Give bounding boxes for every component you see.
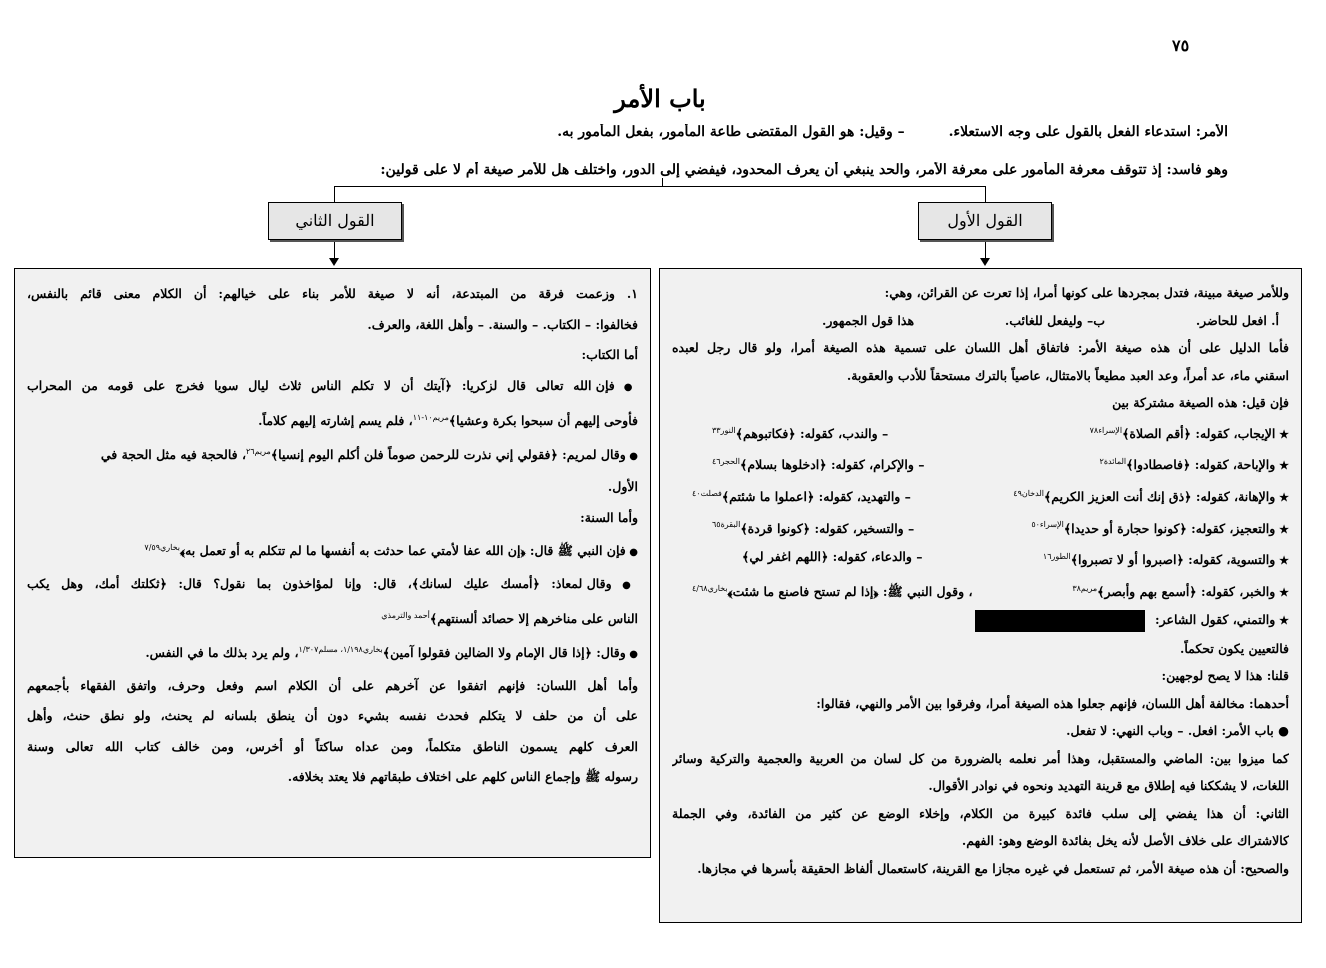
connector-horizontal	[334, 186, 986, 187]
chapters-line: ● باب الأمر: افعل. – وباب النهي: لا تفعل.	[1066, 723, 1289, 739]
sunnah-line-1: ● فإن النبي ﷺ قال: ﴿إن الله عفا لأمتي عما حدثت به أنفسها ما لم تتكلم به أو تعمل به﴾$^{بخاري٧/٥٩}$	[27, 533, 638, 569]
evidence-line-2: اسقني ماء، عد أمراً، وعد العبد مطيعاً بالامتثال، عاصياً بالترك مستحقاً للأدب والعقوبة.	[846, 367, 1289, 383]
intro-critique-line: وهو فاسد: إذ تتوقف معرفة المأمور على معرفة الأمر، والحد ينبغي أن يعرف المحدود، فيفضي إلى الدور، واختلف هل للأمر صيغة أم لا على قولين:	[380, 162, 1228, 178]
meaning-right: ★ والتعجيز، كقوله: ﴿كونوا حجارة أو حديدا﴾الإسراء٥٠	[1031, 511, 1289, 543]
definition-text: الأمر: استدعاء الفعل بالقول على وجه الاستعلاء.	[948, 124, 1228, 140]
sunnah-line-2: ● وقال لمعاذ: ﴿أمسك عليك لسانك﴾، قال: وإنا لمؤاخذون بما نقول؟ قال: ﴿ثكلتك أمك، وهل يكب	[27, 569, 638, 602]
second-opinion-panel	[14, 268, 651, 858]
sunnah-line-3: الناس على مناخرهم إلا حصائد ألسنتهم﴾$^{أحمد والترمذي}$	[381, 611, 638, 627]
meaning-row	[672, 575, 1289, 607]
meaning-left: – والتهديد، كقوله: ﴿اعملوا ما شئتم﴾فصلت٤٠	[692, 488, 911, 504]
meaning-right: ★ والإهانة، كقوله: ﴿ذق إنك أنت العزيز الكريم﴾الدخان٤٩	[1013, 480, 1289, 512]
meaning-right: ★ والتسوية، كقوله: ﴿اصبروا أو لا تصبروا﴾الطور١٦	[1043, 543, 1289, 575]
specification-line: فالتعيين يكون تحكماً.	[1179, 640, 1289, 656]
chapter-title: باب الأمر	[614, 84, 706, 113]
alt-definition-text: – وقيل: هو القول المقتضى طاعة المأمور، بفعل المأمور به.	[557, 124, 905, 140]
meaning-row	[672, 511, 1289, 543]
meaning-left: – والتسخير، كقوله: ﴿كونوا قردة﴾البقرة٦٥	[712, 520, 915, 536]
connector-left-drop	[334, 186, 335, 202]
connector-right-drop	[985, 186, 986, 202]
redacted-block	[975, 610, 1145, 632]
language-line-3: العرف كلهم يسمون الناطق متكلماً، ومن عداه ساكتاً أو أخرس، ومن خالف كتاب الله تعالى وسنة	[27, 738, 638, 754]
connector-vertical-top	[662, 178, 663, 186]
meaning-left: – والندب، كقوله: ﴿فكاتبوهم﴾النور٣٣	[712, 425, 889, 441]
first-opinion-panel	[659, 268, 1302, 923]
correct-line: والصحيح: أن هذه صيغة الأمر، ثم تستعمل في غيره مجازا مع القرينة، كاستعمال ألفاظ الحقيقة بأسرها في مجازها.	[697, 860, 1289, 876]
meaning-row	[672, 448, 1289, 480]
meaning-row	[672, 543, 1289, 575]
reason-2-line-2: كالاشتراك على خلاف الأصل لأنه يخل بفائدة الوضع وهو: الفهم.	[961, 833, 1289, 849]
book-line-3: ● وقال لمريم: ﴿فقولي إني نذرت للرحمن صوماً فلن أكلم اليوم إنسيا﴾$^{مريم٢٦}$، فالحجة فيه مثل الحجة في	[27, 437, 638, 473]
meaning-right: ★ الإيجاب، كقوله: ﴿أقم الصلاة﴾الإسراء٧٨	[1090, 417, 1289, 449]
branch-second-opinion: القول الثاني	[268, 202, 402, 240]
reply-line: قلنا: هذا لا يصح لوجهين:	[1161, 668, 1289, 684]
sunnah-heading: وأما السنة:	[580, 509, 638, 525]
language-line-2: على أن من حلف لا يتكلم فحدث نفسه بشيء دون أن ينطق بلسانه لم يحنث، ولو نطق حنث، وأهل	[27, 708, 638, 724]
form-majority: هذا قول الجمهور.	[822, 312, 915, 328]
arrow-down-icon	[329, 258, 339, 266]
evidence-line-1: فأما الدليل على أن هذه صيغة الأمر: فاتفاق أهل اللسان على تسمية هذه الصيغة أمرا، ولو قال رجل لعبده	[672, 340, 1289, 355]
meaning-right: ★ والإباحة، كقوله: ﴿فاصطادوا﴾المائدة٢	[1100, 448, 1289, 480]
reason-1-line: أحدهما: مخالفة أهل اللسان، فإنهم جعلوا هذه الصيغة أمرا، وفرقوا بين الأمر والنهي، فقالوا:	[816, 695, 1289, 711]
book-line-4: الأول.	[607, 479, 638, 495]
meaning-left: – والدعاء، كقوله: ﴿اللهم اغفر لي﴾	[742, 549, 923, 565]
claim-line: ١. وزعمت فرقة من المبتدعة، أنه لا صيغة للأمر بناء على خيالهم: أن الكلام معنى قائم بالنفس،	[27, 286, 638, 301]
sunnah-line-4: ● وقال: ﴿إذا قال الإمام ولا الضالين فقولوا آمين﴾$^{بخاري١/١٩٨، مسلم١/٣٠٧}$، ولم يرد بذلك ما في النفس.	[27, 635, 638, 671]
meaning-left: – والإكرام، كقوله: ﴿ادخلوها بسلام﴾الحجر٤٦	[712, 457, 925, 473]
book-heading: أما الكتاب:	[581, 347, 638, 362]
meaning-left: ، وقول النبي ﷺ: ﴿إذا لم تستح فاصنع ما شئت﴾بخاري٤/٦٨	[692, 583, 973, 599]
meaning-right: ★ والخبر، كقوله: ﴿أسمع بهم وأبصر﴾مريم٣٨	[1072, 575, 1289, 607]
objection-line: فإن قيل: هذه الصيغة مشتركة بين	[1112, 395, 1289, 410]
reason-2-line-1: الثاني: أن هذا يفضي إلى سلب فائدة كبيرة من الكلام، وإخلاء الوضع عن كثير من الفائدة، وفي الجملة	[672, 805, 1289, 821]
wishing-line: ★ والتمني، كقول الشاعر:	[672, 606, 1289, 635]
meaning-row	[672, 480, 1289, 512]
first-intro: وللأمر صيغة مبينة، فتدل بمجردها على كونها أمرا، إذا تعرت عن القرائن، وهي:	[884, 285, 1289, 300]
language-line-1: وأما أهل اللسان: فإنهم اتفقوا عن آخرهم على أن الكلام اسم وفعل وحرف، واتفق الفقهاء بأجمعهم	[27, 677, 638, 693]
page-number: ٧٥	[1172, 36, 1190, 55]
branch-first-opinion: القول الأول	[918, 202, 1052, 240]
book-line-1: ● فإن الله تعالى قال لزكريا: ﴿آيتك أن لا تكلم الناس ثلاث ليال سويا فخرج على قومه من المحراب	[27, 371, 638, 404]
book-line-2: فأوحى إليهم أن سبحوا بكرة وعشيا﴾$^{مريم١٠-١١}$، فلم يسم إشارته إليهم كلاماً.	[258, 413, 638, 429]
language-line-4: رسوله ﷺ وإجماع الناس كلهم على اختلاف طبقاتهم فلا يعتد بخلافه.	[287, 769, 638, 785]
distinguish-line-2: اللغات، لا يشككنا فيه إطلاق مع قرينة التهديد ونحوه في نوادر الأقوال.	[928, 778, 1289, 794]
distinguish-line-1: كما ميزوا بين: الماضي والمستقبل، وهذا أمر نعلمه بالضرورة من كل لسان من العربية والعجمية والتركية وسائر	[672, 750, 1289, 766]
form-present: أ. افعل للحاضر.	[1195, 312, 1279, 328]
form-absent: ب– وليفعل للغائب.	[1004, 312, 1105, 328]
arrow-down-icon	[980, 258, 990, 266]
opposed-line: فخالفوا: – الكتاب. – والسنة. – وأهل اللغة، والعرف.	[367, 316, 638, 332]
forms-row	[672, 307, 1289, 335]
intro-definition-line	[68, 124, 1228, 140]
meaning-row	[672, 417, 1289, 449]
